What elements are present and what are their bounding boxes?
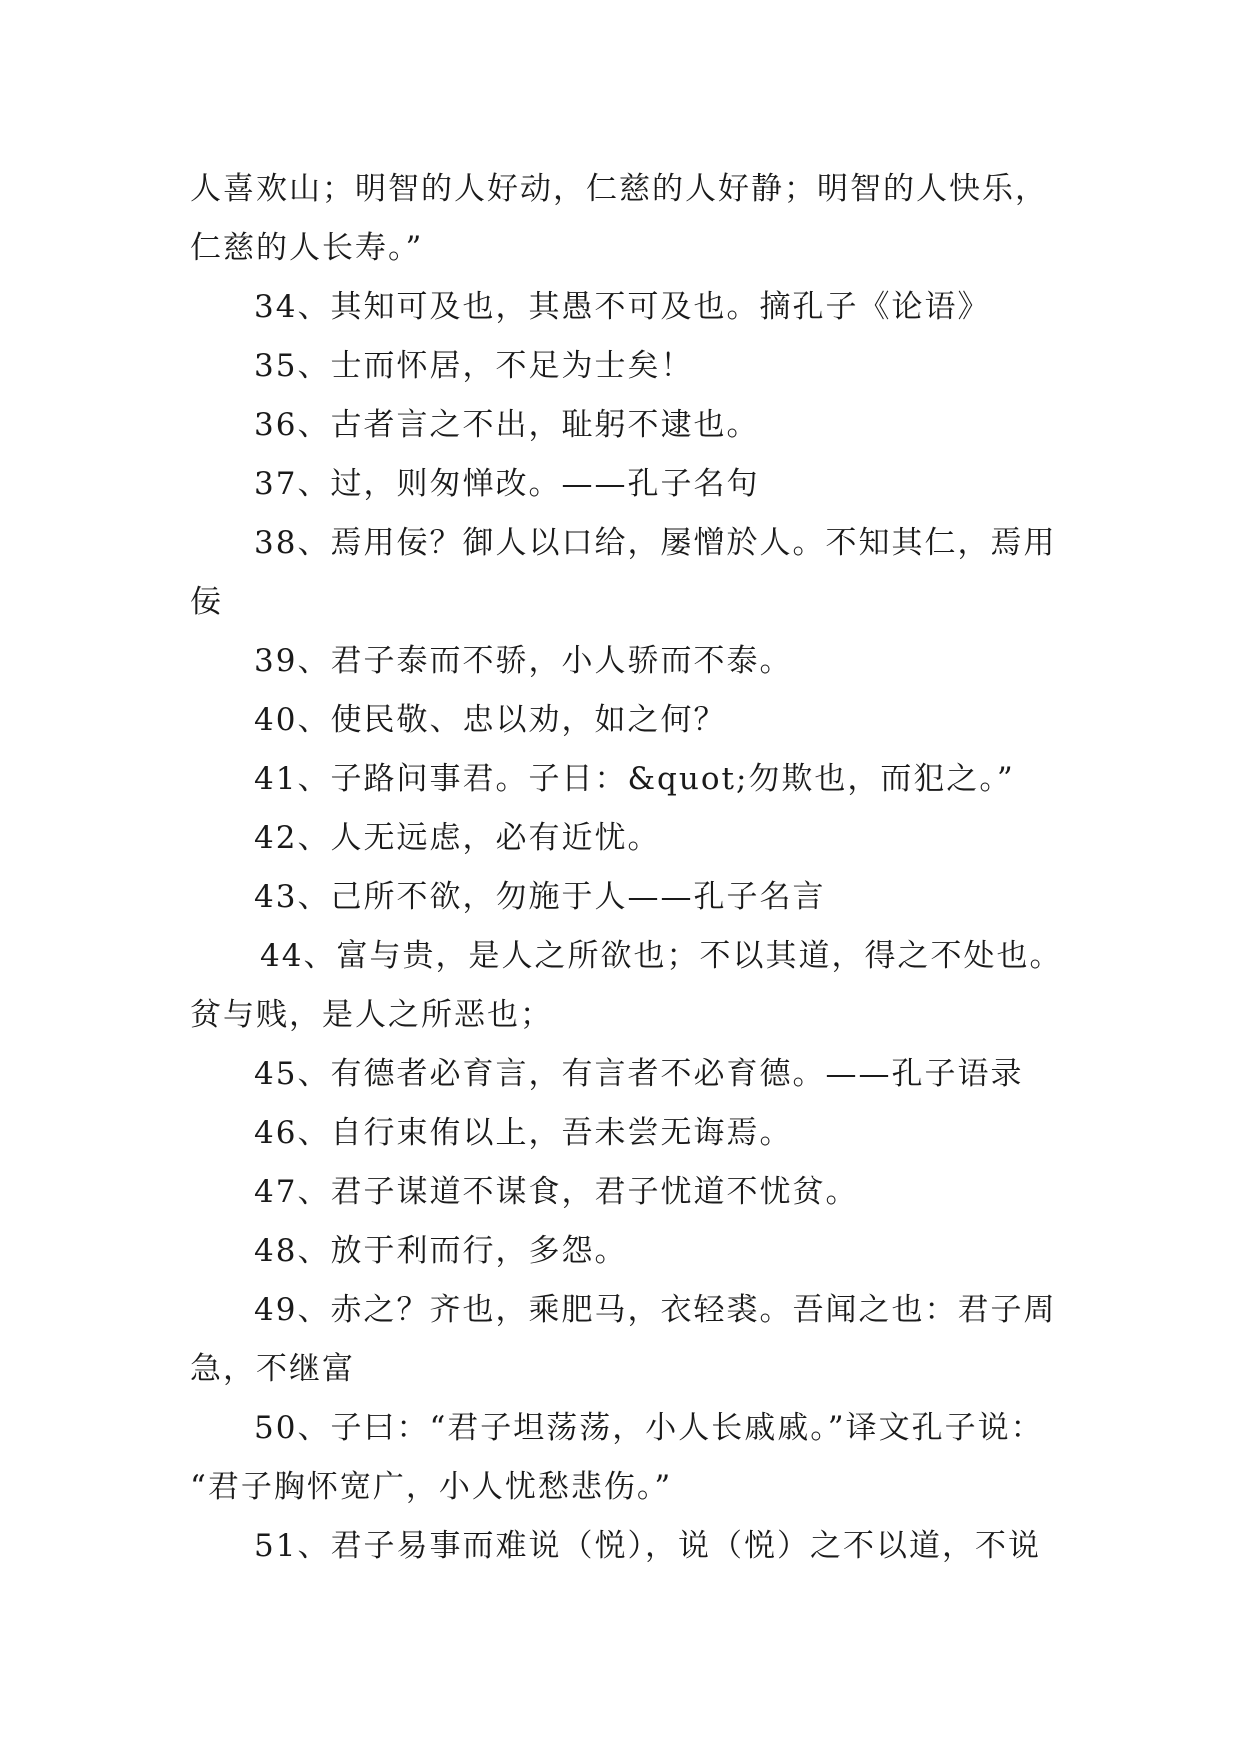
quote-50: 50、子曰：“君子坦荡荡，小人长戚戚。”译文孔子说：: [254, 1410, 1044, 1446]
quote-36: 36、古者言之不出，耻躬不逮也。: [254, 407, 760, 443]
quote-44-continued: 贫与贱，是人之所恶也；: [190, 997, 553, 1033]
quote-37: 37、过，则匆惮改。——孔子名句: [254, 466, 760, 502]
quote-35: 35、士而怀居，不足为士矣！: [254, 348, 694, 384]
text-line: 人喜欢山；明智的人好动，仁慈的人好静；明智的人快乐，: [190, 171, 1048, 207]
quote-44: 44、富与贵，是人之所欲也；不以其道，得之不处也。: [260, 938, 1063, 974]
quote-49: 49、赤之？齐也，乘肥马，衣轻裘。吾闻之也：君子周: [254, 1292, 1057, 1328]
quote-49-continued: 急，不继富: [190, 1351, 355, 1387]
quote-48: 48、放于利而行，多怨。: [254, 1233, 628, 1269]
quote-51: 51、君子易事而难说（悦），说（悦）之不以道，不说: [254, 1528, 1041, 1564]
quote-47: 47、君子谋道不谋食，君子忧道不忧贫。: [254, 1174, 859, 1210]
quote-38-continued: 佞: [190, 584, 223, 620]
quote-34: 34、其知可及也，其愚不可及也。摘孔子《论语》: [254, 289, 991, 325]
quote-46: 46、自行束侑以上，吾未尝无诲焉。: [254, 1115, 793, 1151]
quote-39: 39、君子泰而不骄，小人骄而不泰。: [254, 643, 793, 679]
quote-41: 41、子路问事君。子日：&quot;勿欺也，而犯之。”: [254, 761, 1015, 797]
quote-50-continued: “君子胸怀宽广，小人忧愁悲伤。”: [190, 1469, 673, 1505]
quote-43: 43、己所不欲，勿施于人——孔子名言: [254, 879, 826, 915]
quote-40: 40、使民敬、忠以劝，如之何？: [254, 702, 727, 738]
quote-42: 42、人无远虑，必有近忧。: [254, 820, 661, 856]
text-line: 仁慈的人长寿。”: [190, 230, 424, 266]
quote-45: 45、有德者必育言，有言者不必育德。——孔子语录: [254, 1056, 1024, 1092]
document-body: [190, 160, 1070, 1576]
quote-38: 38、焉用佞？御人以口给，屡憎於人。不知其仁，焉用: [254, 525, 1057, 561]
